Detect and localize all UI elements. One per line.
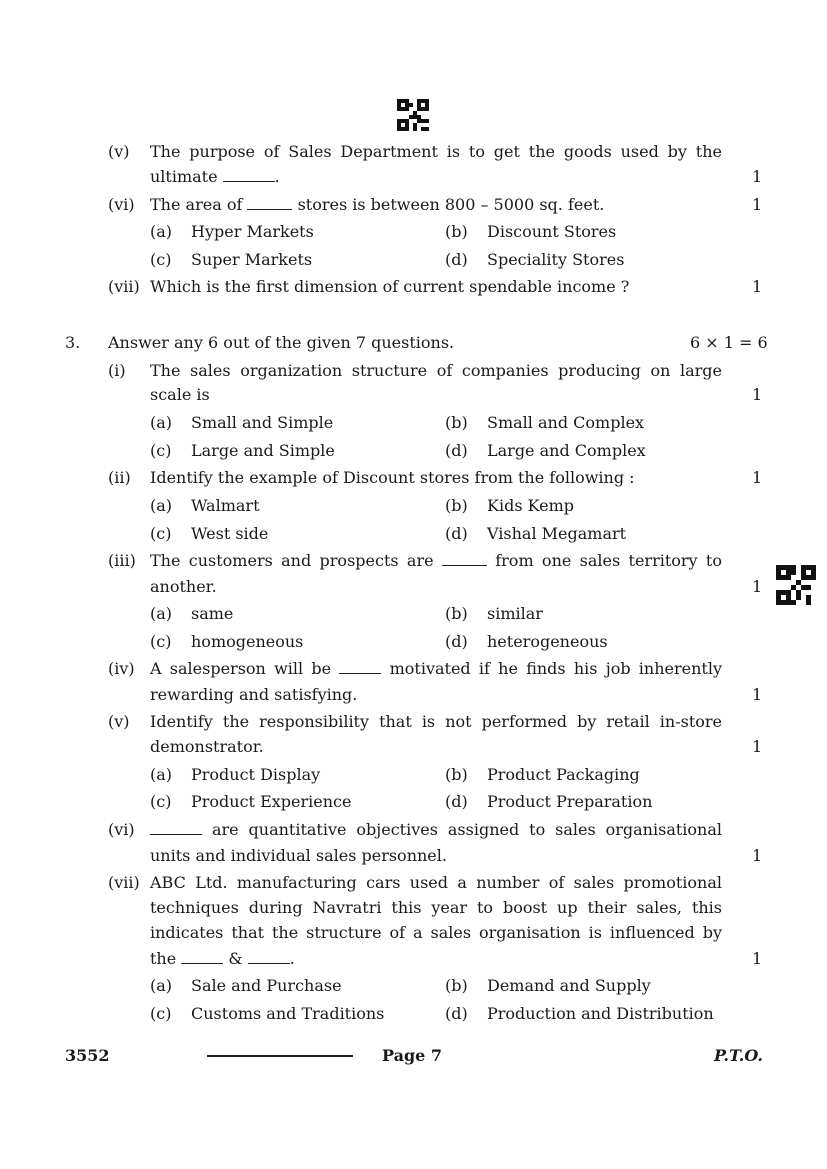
option-label: (c)	[150, 441, 172, 460]
question-line	[0, 737, 827, 761]
question-3-vii	[0, 873, 827, 897]
option-text: Sale and Purchase	[191, 976, 342, 995]
question-number: (iv)	[108, 659, 135, 678]
question-number: (v)	[108, 142, 130, 161]
text-fragment: A salesperson will be	[150, 659, 332, 678]
marks: 1	[752, 577, 763, 596]
option-label: (d)	[445, 441, 468, 460]
option-label: (c)	[150, 524, 172, 543]
option-label: (c)	[150, 792, 172, 811]
question-2-v	[0, 142, 827, 166]
text-fragment: &	[228, 949, 243, 968]
question-text: Which is the first dimension of current spendable income ?	[150, 277, 630, 296]
question-number: (vi)	[108, 820, 135, 839]
options-row	[0, 792, 827, 816]
question-text-line	[150, 167, 280, 186]
text-fragment: motivated if he finds his job inherently	[389, 659, 723, 678]
footer-divider	[207, 1055, 353, 1057]
section-3-header	[0, 333, 827, 357]
question-line	[0, 577, 827, 601]
question-text-line: units and individual sales personnel.	[150, 846, 447, 865]
option-text: Product Display	[191, 765, 321, 784]
option-label: (a)	[150, 976, 173, 995]
question-number: (iii)	[108, 551, 136, 570]
pto-label: P.T.O.	[714, 1046, 763, 1065]
option-text: Small and Complex	[487, 413, 645, 432]
question-3-vi	[0, 820, 827, 844]
question-text: The purpose of Sales Department is to get the goods used by the	[150, 142, 722, 161]
fill-blank	[247, 197, 292, 210]
option-text: Production and Distribution	[487, 1004, 714, 1023]
option-text: Discount Stores	[487, 222, 617, 241]
option-text: Large and Simple	[191, 441, 335, 460]
option-label: (b)	[445, 976, 468, 995]
marks: 1	[752, 167, 763, 186]
text-fragment: The customers and prospects are	[150, 551, 434, 570]
question-2-vii	[0, 277, 827, 301]
option-label: (b)	[445, 413, 468, 432]
question-number: (i)	[108, 361, 126, 380]
question-number: (vi)	[108, 195, 135, 214]
option-label: (a)	[150, 496, 173, 515]
question-text	[150, 551, 722, 570]
option-label: (c)	[150, 1004, 172, 1023]
section-instruction: Answer any 6 out of the given 7 questions.	[108, 333, 455, 352]
option-label: (a)	[150, 413, 173, 432]
option-text: Large and Complex	[487, 441, 646, 460]
option-text: Kids Kemp	[487, 496, 575, 515]
option-text: Customs and Traditions	[191, 1004, 385, 1023]
question-3-iii	[0, 551, 827, 575]
option-text: Speciality Stores	[487, 250, 625, 269]
option-label: (c)	[150, 250, 172, 269]
text-fragment: stores is between 800 – 5000 sq. feet.	[297, 195, 605, 214]
option-text: Vishal Megamart	[487, 524, 627, 543]
page-number: Page 7	[382, 1046, 443, 1065]
options-row	[0, 604, 827, 628]
question-line	[0, 949, 827, 973]
text-fragment: are quantitative objectives assigned to sales organisational	[211, 820, 722, 839]
option-text: Product Packaging	[487, 765, 640, 784]
option-label: (a)	[150, 604, 173, 623]
marks: 1	[752, 685, 763, 704]
options-row	[0, 765, 827, 789]
question-text	[150, 820, 722, 839]
options-row	[0, 250, 827, 274]
fill-blank	[223, 169, 275, 182]
option-label: (b)	[445, 496, 468, 515]
question-2-vi	[0, 195, 827, 219]
option-text: same	[191, 604, 234, 623]
option-label: (c)	[150, 632, 172, 651]
option-text: West side	[191, 524, 269, 543]
option-text: heterogeneous	[487, 632, 608, 651]
question-text: ABC Ltd. manufacturing cars used a number of sales promotional	[150, 873, 722, 892]
option-label: (d)	[445, 524, 468, 543]
question-text: The sales organization structure of companies producing on large	[150, 361, 722, 380]
question-text	[150, 195, 604, 214]
options-row	[0, 413, 827, 437]
section-number: 3.	[65, 333, 81, 352]
option-label: (d)	[445, 792, 468, 811]
option-text: Small and Simple	[191, 413, 334, 432]
option-text: Product Preparation	[487, 792, 653, 811]
question-text	[150, 659, 722, 678]
options-row	[0, 441, 827, 465]
question-line	[0, 846, 827, 870]
option-text: Product Experience	[191, 792, 352, 811]
question-3-i	[0, 361, 827, 385]
marks: 1	[752, 195, 763, 214]
option-label: (b)	[445, 222, 468, 241]
options-row	[0, 1004, 827, 1028]
question-number: (vii)	[108, 277, 140, 296]
text-fragment: ultimate	[150, 167, 218, 186]
question-3-v	[0, 712, 827, 736]
question-text: Identify the example of Discount stores from the following :	[150, 468, 635, 487]
option-label: (a)	[150, 222, 173, 241]
option-text: Demand and Supply	[487, 976, 651, 995]
question-text: Identify the responsibility that is not performed by retail in-store	[150, 712, 722, 731]
options-row	[0, 524, 827, 548]
options-row	[0, 632, 827, 656]
options-row	[0, 976, 827, 1000]
question-text-line: indicates that the structure of a sales organisation is influenced by	[150, 923, 722, 942]
question-3-iv	[0, 659, 827, 683]
question-number: (v)	[108, 712, 130, 731]
paper-code: 3552	[65, 1046, 110, 1065]
option-label: (d)	[445, 250, 468, 269]
question-line	[0, 898, 827, 922]
marks: 1	[752, 385, 763, 404]
text-fragment: .	[274, 167, 280, 186]
option-text: Hyper Markets	[191, 222, 314, 241]
option-label: (b)	[445, 604, 468, 623]
question-text-line: another.	[150, 577, 217, 596]
option-text: Super Markets	[191, 250, 313, 269]
marks: 1	[752, 737, 763, 756]
text-fragment: The area of	[150, 195, 243, 214]
option-label: (d)	[445, 1004, 468, 1023]
top-qr-code-icon	[397, 99, 429, 131]
fill-blank	[442, 553, 487, 566]
question-text-line: scale is	[150, 385, 210, 404]
fill-blank	[150, 822, 202, 835]
marks: 1	[752, 468, 763, 487]
question-2-v-line2	[0, 167, 827, 191]
question-number: (vii)	[108, 873, 140, 892]
question-text-line	[150, 949, 295, 968]
options-row	[0, 496, 827, 520]
question-line	[0, 685, 827, 709]
section-marks: 6 × 1 = 6	[690, 333, 768, 352]
question-line	[0, 385, 827, 409]
question-text-line: techniques during Navratri this year to boost up their sales, this	[150, 898, 722, 917]
options-row	[0, 222, 827, 246]
option-label: (a)	[150, 765, 173, 784]
fill-blank	[181, 951, 223, 964]
option-text: homogeneous	[191, 632, 304, 651]
question-line	[0, 923, 827, 947]
option-label: (d)	[445, 632, 468, 651]
question-number: (ii)	[108, 468, 131, 487]
question-3-ii	[0, 468, 827, 492]
fill-blank	[339, 661, 381, 674]
option-text: Walmart	[191, 496, 260, 515]
marks: 1	[752, 277, 763, 296]
text-fragment: from one sales territory to	[495, 551, 722, 570]
option-label: (b)	[445, 765, 468, 784]
text-fragment: the	[150, 949, 177, 968]
question-text-line: demonstrator.	[150, 737, 264, 756]
question-text-line: rewarding and satisfying.	[150, 685, 358, 704]
text-fragment: .	[289, 949, 295, 968]
option-text: similar	[487, 604, 543, 623]
marks: 1	[752, 949, 763, 968]
fill-blank	[248, 951, 290, 964]
marks: 1	[752, 846, 763, 865]
